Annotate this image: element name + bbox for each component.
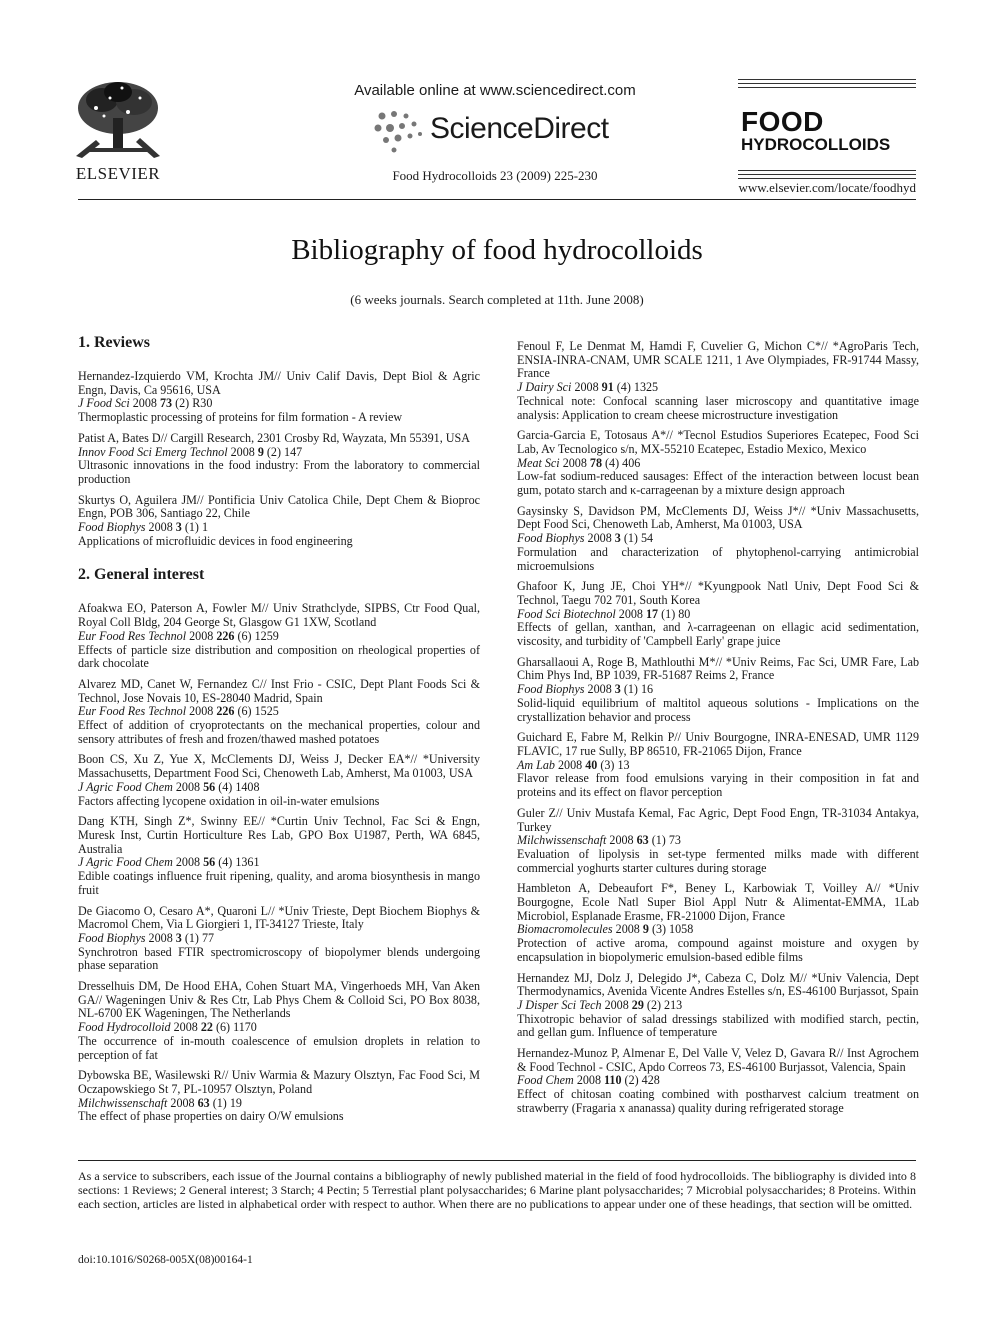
entry-authors: Hernandez MJ, Dolz J, Delegido J*, Cabeza C, Dolz M// *Univ Valencia, Dept Thermodynamics, Avenida Vicente Andres Estelles s/n, ES-46100 Burjassot, Spain xyxy=(517,970,919,999)
bib-entry xyxy=(517,505,919,574)
entry-volume: 17 xyxy=(646,606,659,621)
section-heading-reviews: 1. Reviews xyxy=(78,334,150,351)
general-interest-list-continued xyxy=(517,340,919,1116)
entry-year: 2008 xyxy=(189,704,214,719)
bib-entry xyxy=(517,807,919,876)
entry-authors: Gaysinsky S, Davidson PM, McClements DJ, Weiss J*// *Univ Massachusetts, Dept Food Sci, Chenoweth Lab, Amherst, Ma 01003, USA xyxy=(517,503,919,532)
entry-pages: (3) 1058 xyxy=(651,922,694,937)
entry-journal: Food Biophys xyxy=(517,531,585,546)
entry-volume: 29 xyxy=(631,997,644,1012)
entry-citation xyxy=(78,781,480,795)
entry-journal: Meat Sci xyxy=(517,455,560,470)
entry-journal: J Agric Food Chem xyxy=(78,855,173,870)
entry-title: Edible coatings influence fruit ripening, quality, and aroma biosynthesis in mango fruit xyxy=(78,869,480,897)
entry-journal: Food Biophys xyxy=(78,930,146,945)
entry-year: 2008 xyxy=(587,682,612,697)
entry-volume: 78 xyxy=(589,455,602,470)
bib-entry xyxy=(78,905,480,974)
entry-pages: (2) 213 xyxy=(646,997,683,1012)
entry-title: Evaluation of lipolysis in set-type fermented milks made with different commercial yoghurts starter cultures during storage xyxy=(517,846,919,875)
entry-authors: Ghafoor K, Jung JE, Choi YH*// *Kyungpook Natl Univ, Dept Food Sci & Technol, Taegu 702 701, South Korea xyxy=(517,579,919,607)
entry-authors: De Giacomo O, Cesaro A*, Quaroni L// *Univ Trieste, Dept Biochem Biophys & Macromol Chem, Via L Giorgieri 1, IT-34127 Trieste, Italy xyxy=(78,903,480,932)
entry-authors: Garcia-Garcia E, Totosaus A*// *Tecnol Estudios Superiores Ecatepec, Food Sci Lab, Av Tecnologico s/n, MX-55210 Ecatepec, Estadio Mexico, Mexico xyxy=(517,428,919,456)
journal-title-food: FOOD xyxy=(741,106,824,137)
footer-note: As a service to subscribers, each issue of the Journal contains a bibliography of newly published material in the field of food hydrocolloids. The bibliography is divided into 8 sections: 1 Reviews; 2 General interest; 3 Starch; 4 Pectin; 5 Terrestial plant polysaccharides; 6 Marine plant polysaccharides; 7 Microbial polysaccharides; 8 Proteins. Within each section, articles are listed in alphabetical order with respect to author. When there are no publications to appear under one of these headings, that section will be omitted. xyxy=(78,1169,916,1211)
entry-year: 2008 xyxy=(175,855,201,870)
entry-title: Effects of particle size distribution and composition on rheological properties of dark chocolate xyxy=(78,642,480,671)
entry-journal: Eur Food Res Technol xyxy=(78,704,187,719)
entry-citation xyxy=(517,759,919,773)
entry-authors: Alvarez MD, Canet W, Fernandez C// Inst Frio - CSIC, Dept Plant Foods Sci & Technol, Jose Novais 10, ES-28040 Madrid, Spain xyxy=(78,676,480,705)
entry-title: Technical note: Confocal scanning laser microscopy and quantitative image analysis: Application to cream cheese microstructure investigation xyxy=(517,393,919,422)
entry-journal: Milchwissenschaft xyxy=(78,1095,168,1110)
bib-entry xyxy=(78,494,480,549)
entry-citation xyxy=(78,932,480,946)
entry-pages: (4) 1408 xyxy=(218,779,260,794)
entry-citation xyxy=(78,397,480,411)
entry-title: Flavor release from food emulsions varying in their composition in fat and proteins and its effect on flavor perception xyxy=(517,771,919,800)
entry-authors: Afoakwa EO, Paterson A, Fowler M// Univ Strathclyde, SIPBS, Ctr Food Qual, Royal Coll Bldg, 204 George St, Glasgow G1 1XW, Scotland xyxy=(78,601,480,630)
bib-entry xyxy=(517,972,919,1041)
entry-volume: 40 xyxy=(585,757,598,772)
entry-journal: Am Lab xyxy=(517,757,555,772)
entry-title: Effect of addition of cryoprotectants on the mechanical properties, colour and sensory attributes of fresh and frozen/thawed mashed potatoes xyxy=(78,718,480,746)
entry-authors: Guler Z// Univ Mustafa Kemal, Fac Agric, Dept Food Engn, TR-31034 Antakya, Turkey xyxy=(517,805,919,834)
entry-volume: 3 xyxy=(614,531,621,546)
entry-volume: 3 xyxy=(175,930,182,945)
entry-citation xyxy=(78,856,480,870)
entry-year: 2008 xyxy=(148,520,173,535)
entry-year: 2008 xyxy=(604,997,629,1012)
entry-year: 2008 xyxy=(173,1020,198,1035)
sciencedirect-block xyxy=(330,82,660,145)
entry-journal: Food Sci Biotechnol xyxy=(517,606,616,621)
bib-entry xyxy=(517,656,919,725)
entry-citation xyxy=(517,1074,919,1088)
entry-pages: (2) R30 xyxy=(175,396,213,411)
bib-entry xyxy=(517,580,919,649)
entry-journal: J Disper Sci Tech xyxy=(517,997,602,1012)
entry-journal: Food Biophys xyxy=(517,682,585,697)
entry-year: 2008 xyxy=(618,606,643,621)
entry-volume: 3 xyxy=(175,520,182,535)
entry-journal: Food Biophys xyxy=(78,520,146,535)
bib-entry xyxy=(78,370,480,425)
entry-title: Protection of active aroma, compound against moisture and oxygen by encapsulation in biopolymeric emulsion-based edible films xyxy=(517,936,919,964)
entry-journal: Innov Food Sci Emerg Technol xyxy=(78,444,228,459)
bib-entry xyxy=(78,815,480,897)
entry-pages: (6) 1259 xyxy=(237,628,279,643)
bib-entry xyxy=(78,980,480,1062)
entry-journal: Eur Food Res Technol xyxy=(78,628,187,643)
entry-authors: Hernandez-Munoz P, Almenar E, Del Valle V, Velez D, Gavara R// Inst Agrochem & Food Technol - CSIC, Apdo Correos 73, ES-46100 Burjassot, Valencia, Spain xyxy=(517,1046,919,1074)
entry-year: 2008 xyxy=(175,779,201,794)
entry-volume: 22 xyxy=(200,1020,213,1035)
entry-authors: Dybowska BE, Wasilewski R// Univ Warmia & Mazury Olsztyn, Fac Food Sci, M Oczapowskiego St 7, PL-10957 Olsztyn, Poland xyxy=(78,1068,480,1096)
entry-journal: Food Chem xyxy=(517,1073,574,1088)
entry-citation xyxy=(78,1097,480,1111)
entry-authors: Skurtys O, Aguilera JM// Pontificia Univ Catolica Chile, Dept Chem & Bioproc Engn, POB 306, Santiago 22, Chile xyxy=(78,492,480,521)
entry-volume: 226 xyxy=(216,704,235,719)
entry-volume: 56 xyxy=(203,855,216,870)
entry-pages: (4) 406 xyxy=(605,455,641,470)
entry-title: Formulation and characterization of phytophenol-carrying antimicrobial microemulsions xyxy=(517,544,919,573)
entry-citation xyxy=(78,1021,480,1035)
entry-journal: J Agric Food Chem xyxy=(78,779,173,794)
left-column xyxy=(78,330,480,1131)
available-online-text: Available online at www.sciencedirect.com xyxy=(354,82,636,99)
bib-entry xyxy=(78,602,480,671)
entry-journal: J Food Sci xyxy=(78,396,130,411)
entry-pages: (4) 1325 xyxy=(616,380,659,395)
entry-year: 2008 xyxy=(615,922,640,937)
entry-year: 2008 xyxy=(230,444,255,459)
section-heading-general: 2. General interest xyxy=(78,566,205,584)
entry-authors: Gharsallaoui A, Roge B, Mathlouthi M*// *Univ Reims, Fac Sci, UMR Fare, Lab Chim Phys Ind, BP 1039, FR-51687 Reims 2, France xyxy=(517,654,919,683)
entry-citation xyxy=(78,630,480,644)
entry-title: Effects of gellan, xanthan, and λ-carrageenan on ellagic acid sedimentation, viscosity, and turbidity of 'Campbell Early' grape juice xyxy=(517,620,919,649)
entry-year: 2008 xyxy=(574,380,599,395)
entry-citation xyxy=(78,705,480,719)
entry-pages: (1) 80 xyxy=(661,606,691,621)
entry-authors: Hernandez-Izquierdo VM, Krochta JM// Univ Calif Davis, Dept Biol & Agric Engn, Davis, Ca 95616, USA xyxy=(78,369,480,397)
doi-link[interactable]: doi:10.1016/S0268-005X(08)00164-1 xyxy=(78,1254,253,1266)
entry-volume: 63 xyxy=(197,1095,210,1110)
entry-title: The occurrence of in-mouth coalescence of emulsion droplets in relation to perception of fat xyxy=(78,1033,480,1062)
entry-title: Effect of chitosan coating combined with postharvest calcium treatment on strawberry (Fragaria x ananassa) quality during refrigerated storage xyxy=(517,1087,919,1115)
entry-volume: 110 xyxy=(604,1073,622,1088)
journal-logo-rules-top xyxy=(738,79,916,91)
publisher-name: ELSEVIER xyxy=(75,164,161,183)
sciencedirect-dots-icon xyxy=(370,108,426,154)
bib-entry xyxy=(517,731,919,800)
entry-journal: Biomacromolecules xyxy=(517,922,613,937)
entry-authors: Dresselhuis DM, De Hood EHA, Cohen Stuart MA, Vingerhoeds MH, Van Aken GA// Wageningen Univ & Res Ctr, Lab Phys Chem & Colloid Sci, PO Box 8038, NL-6700 EK Wageningen, The Netherlands xyxy=(78,979,480,1021)
entry-citation xyxy=(517,532,919,546)
entry-volume: 9 xyxy=(642,922,649,937)
bib-entry xyxy=(517,429,919,498)
bib-entry xyxy=(78,753,480,808)
entry-pages: (2) 428 xyxy=(624,1073,660,1088)
journal-reference: Food Hydrocolloids 23 (2009) 225-230 xyxy=(392,168,598,183)
entry-citation xyxy=(517,683,919,697)
entry-pages: (6) 1170 xyxy=(215,1020,257,1035)
entry-citation xyxy=(517,381,919,395)
bib-entry xyxy=(78,432,480,487)
entry-citation xyxy=(517,923,919,937)
entry-pages: (1) 73 xyxy=(651,833,681,848)
header-divider xyxy=(78,199,916,200)
entry-year: 2008 xyxy=(562,455,587,470)
entry-volume: 73 xyxy=(159,396,173,411)
entry-pages: (1) 1 xyxy=(184,520,209,535)
bib-entry xyxy=(78,1069,480,1124)
entry-pages: (6) 1525 xyxy=(237,704,279,719)
entry-year: 2008 xyxy=(609,833,634,848)
entry-citation xyxy=(78,446,480,460)
entry-title: The effect of phase properties on dairy O/W emulsions xyxy=(78,1109,344,1124)
entry-title: Factors affecting lycopene oxidation in oil-in-water emulsions xyxy=(78,793,380,808)
bib-entry xyxy=(517,1047,919,1116)
page-subtitle: (6 weeks journals. Search completed at 11th. June 2008) xyxy=(350,292,644,307)
entry-authors: Boon CS, Xu Z, Yue X, McClements DJ, Weiss J, Decker EA*// *University Massachusetts, Department Food Sci, Chenoweth Lab, Amherst, Ma 01003, USA xyxy=(78,752,480,781)
entry-title: Low-fat sodium-reduced sausages: Effect of the interaction between locust bean gum, potato starch and κ-carrageenan by a mixture design approach xyxy=(517,469,919,498)
entry-year: 2008 xyxy=(132,396,157,411)
entry-volume: 63 xyxy=(636,833,649,848)
entry-year: 2008 xyxy=(189,628,214,643)
journal-title-hydrocolloids: HYDROCOLLOIDS xyxy=(741,135,891,154)
entry-citation xyxy=(517,457,919,471)
entry-citation xyxy=(517,999,919,1013)
page-title: Bibliography of food hydrocolloids xyxy=(291,234,703,266)
entry-citation xyxy=(78,521,480,535)
elsevier-tree-icon xyxy=(66,78,170,162)
entry-title: Thermoplastic processing of proteins for film formation - A review xyxy=(78,410,403,425)
entry-title: Synchrotron based FTIR spectromicroscopy of biopolymer blends undergoing phase separation xyxy=(78,944,480,973)
entry-journal: Food Hydrocolloid xyxy=(78,1020,171,1035)
bib-entry xyxy=(517,340,919,422)
entry-volume: 3 xyxy=(614,682,621,697)
entry-volume: 56 xyxy=(203,779,216,794)
sciencedirect-logo xyxy=(370,108,630,154)
entry-pages: (1) 54 xyxy=(623,531,654,546)
entry-pages: (1) 19 xyxy=(212,1095,242,1110)
entry-authors: Patist A, Bates D// Cargill Research, 2301 Crosby Rd, Wayzata, Mn 55391, USA xyxy=(78,430,470,445)
entry-journal: Milchwissenschaft xyxy=(517,833,607,848)
entry-year: 2008 xyxy=(576,1073,601,1088)
entry-year: 2008 xyxy=(587,531,612,546)
general-interest-list xyxy=(78,602,480,1124)
entry-authors: Guichard E, Fabre M, Relkin P// Univ Bourgogne, INRA-ENESAD, UMR 1129 FLAVIC, 17 rue Sully, BP 86510, FR-21065 Dijon, France xyxy=(517,730,919,758)
entry-year: 2008 xyxy=(148,930,173,945)
bib-entry xyxy=(517,882,919,964)
entry-journal: J Dairy Sci xyxy=(517,380,572,395)
entry-title: Thixotropic behavior of salad dressings stabilized with modified starch, pectin, and gellan gum. Influence of temperature xyxy=(517,1011,919,1040)
entry-year: 2008 xyxy=(170,1095,195,1110)
entry-title: Ultrasonic innovations in the food industry: From the laboratory to commercial production xyxy=(78,458,480,486)
entry-title: Applications of microfluidic devices in food engineering xyxy=(78,533,353,548)
entry-pages: (2) 147 xyxy=(266,444,303,459)
entry-pages: (4) 1361 xyxy=(218,855,260,870)
sciencedirect-wordmark: ScienceDirect xyxy=(430,112,609,145)
entry-title: Solid-liquid equilibrium of maltitol aqueous solutions - Implications on the crystallization behavior and process xyxy=(517,695,919,724)
elsevier-logo xyxy=(66,78,170,182)
entry-volume: 91 xyxy=(601,380,614,395)
entry-pages: (1) 77 xyxy=(184,930,215,945)
reviews-list xyxy=(78,370,480,548)
entry-authors: Dang KTH, Singh Z*, Swinny EE// *Curtin Univ Technol, Fac Sci & Engn, Muresk Inst, Curtin Horticulture Res Lab, GPO Box U1987, Perth, WA 6845, Australia xyxy=(78,814,480,856)
entry-citation xyxy=(517,608,919,622)
entry-pages: (1) 16 xyxy=(623,682,654,697)
entry-volume: 9 xyxy=(257,444,264,459)
footer-divider xyxy=(78,1160,916,1161)
entry-authors: Hambleton A, Debeaufort F*, Beney L, Karbowiak T, Voilley A// *Univ Bourgogne, Ecole Natl Super Biol Appl Nutr & Alimentat-EMMA, 1Lab Microbiol, Esplanade Erasme, FR-21000 Dijon, France xyxy=(517,881,919,923)
entry-authors: Fenoul F, Le Denmat M, Hamdi F, Cuvelier G, Michon C*// *AgroParis Tech, ENSIA-INRA-CNAM, UMR SCALE 1211, 1 Ave Olympiades, FR-91744 Massy, France xyxy=(517,339,919,381)
right-column xyxy=(517,340,919,1123)
journal-url[interactable]: www.elsevier.com/locate/foodhyd xyxy=(738,180,916,195)
entry-pages: (3) 13 xyxy=(600,757,630,772)
entry-citation xyxy=(517,834,919,848)
bib-entry xyxy=(78,678,480,747)
entry-volume: 226 xyxy=(216,628,235,643)
entry-year: 2008 xyxy=(558,757,583,772)
